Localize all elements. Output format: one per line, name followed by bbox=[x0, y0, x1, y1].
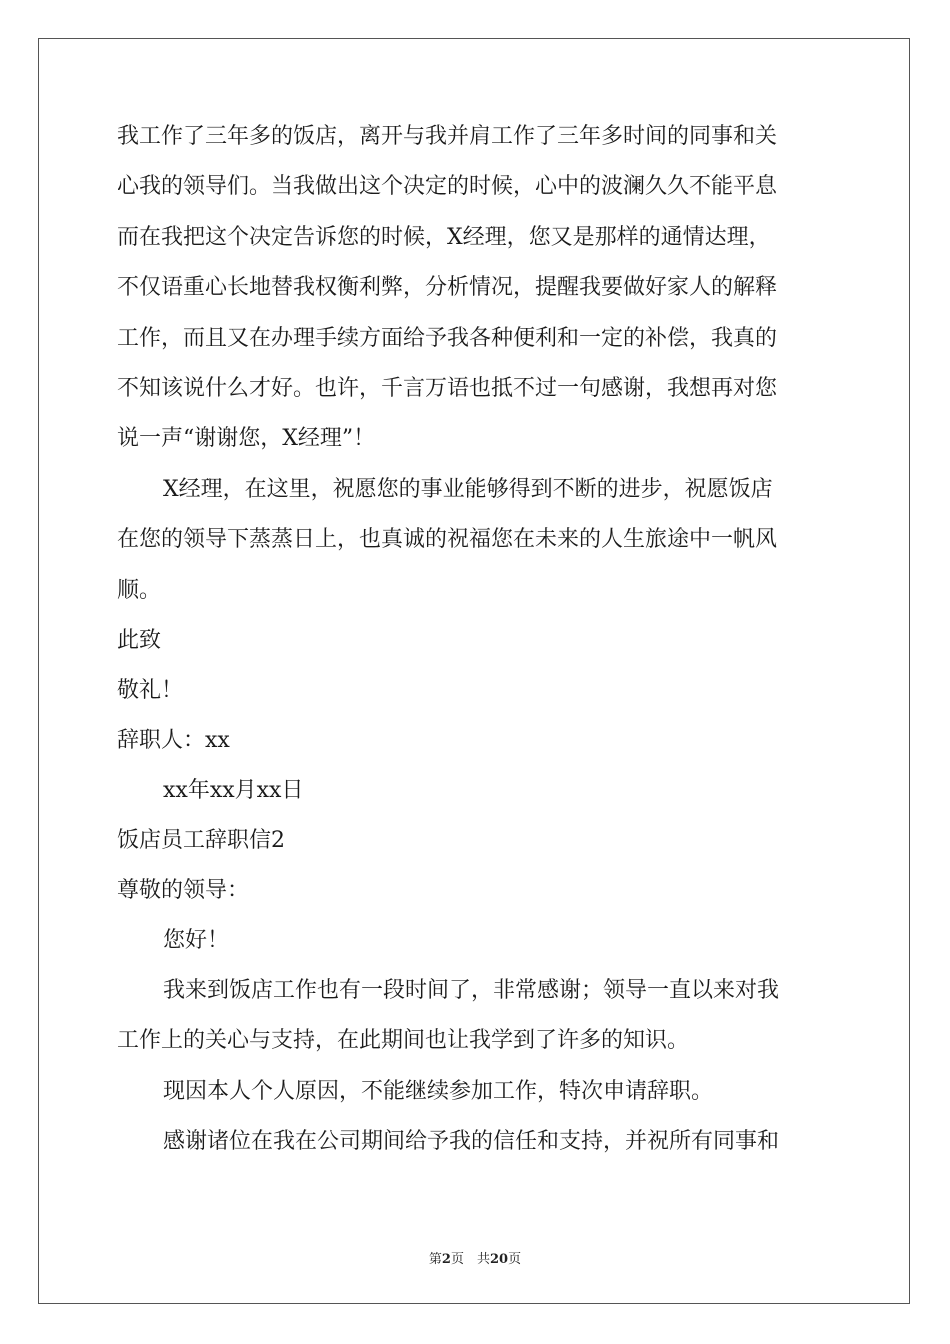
closing-text: 此致 bbox=[117, 627, 162, 653]
greeting-text: 您好！ bbox=[163, 927, 230, 953]
page-suffix: 页 bbox=[508, 1252, 522, 1267]
signature-text: 辞职人：xx bbox=[117, 727, 230, 753]
paragraph-line: 工作上的关心与支持，在此期间也让我学到了许多的知识。 bbox=[117, 1028, 690, 1054]
letter2-paragraph-3: 感谢诸位在我在公司期间给予我的信任和支持，并祝所有同事和 bbox=[163, 1129, 780, 1155]
paragraph-line: 顺。 bbox=[117, 577, 162, 603]
letter2-paragraph-2: 现因本人个人原因，不能继续参加工作，特次申请辞职。 bbox=[163, 1078, 714, 1104]
date-text: xx年xx月xx日 bbox=[163, 777, 304, 803]
paragraph-line: 我工作了三年多的饭店，离开与我并肩工作了三年多时间的同事和关 bbox=[117, 124, 778, 149]
letter2-paragraph-1 bbox=[117, 979, 837, 1053]
page-current: 2 bbox=[441, 1252, 451, 1267]
letter1-paragraph bbox=[117, 125, 837, 451]
paragraph-line: 而在我把这个决定告诉您的时候，X经理，您又是那样的通情达理， bbox=[117, 224, 771, 250]
salutation-text: 尊敬的领导： bbox=[117, 877, 250, 903]
paragraph-line: 在您的领导下蒸蒸日上，也真诚的祝福您在未来的人生旅途中一帆风 bbox=[117, 527, 778, 553]
salute-text: 敬礼！ bbox=[117, 677, 184, 703]
page-footer bbox=[0, 1248, 950, 1267]
paragraph-line: 我来到饭店工作也有一段时间了，非常感谢；领导一直以来对我 bbox=[163, 977, 780, 1003]
paragraph-line: X经理，在这里，祝愿您的事业能够得到不断的进步，祝愿饭店 bbox=[163, 476, 773, 502]
paragraph-line: 心我的领导们。当我做出这个决定的时候，心中的波澜久久不能平息 bbox=[117, 174, 778, 200]
paragraph-line: 不知该说什么才好。也许，千言万语也抵不过一句感谢，我想再对您 bbox=[117, 375, 778, 401]
document-body bbox=[117, 125, 837, 1180]
page-prefix: 第 bbox=[428, 1252, 442, 1267]
page-total: 20 bbox=[489, 1252, 509, 1267]
paragraph-line: 不仅语重心长地替我权衡利弊，分析情况，提醒我要做好家人的解释 bbox=[117, 275, 778, 301]
paragraph-line: 说一声“谢谢您，X经理”！ bbox=[117, 426, 376, 452]
letter2-title: 饭店员工辞职信2 bbox=[117, 827, 285, 853]
letter1-wishes bbox=[117, 478, 837, 603]
page-mid: 页 共 bbox=[450, 1252, 490, 1267]
paragraph-line: 工作，而且又在办理手续方面给予我各种便利和一定的补偿，我真的 bbox=[117, 325, 778, 351]
